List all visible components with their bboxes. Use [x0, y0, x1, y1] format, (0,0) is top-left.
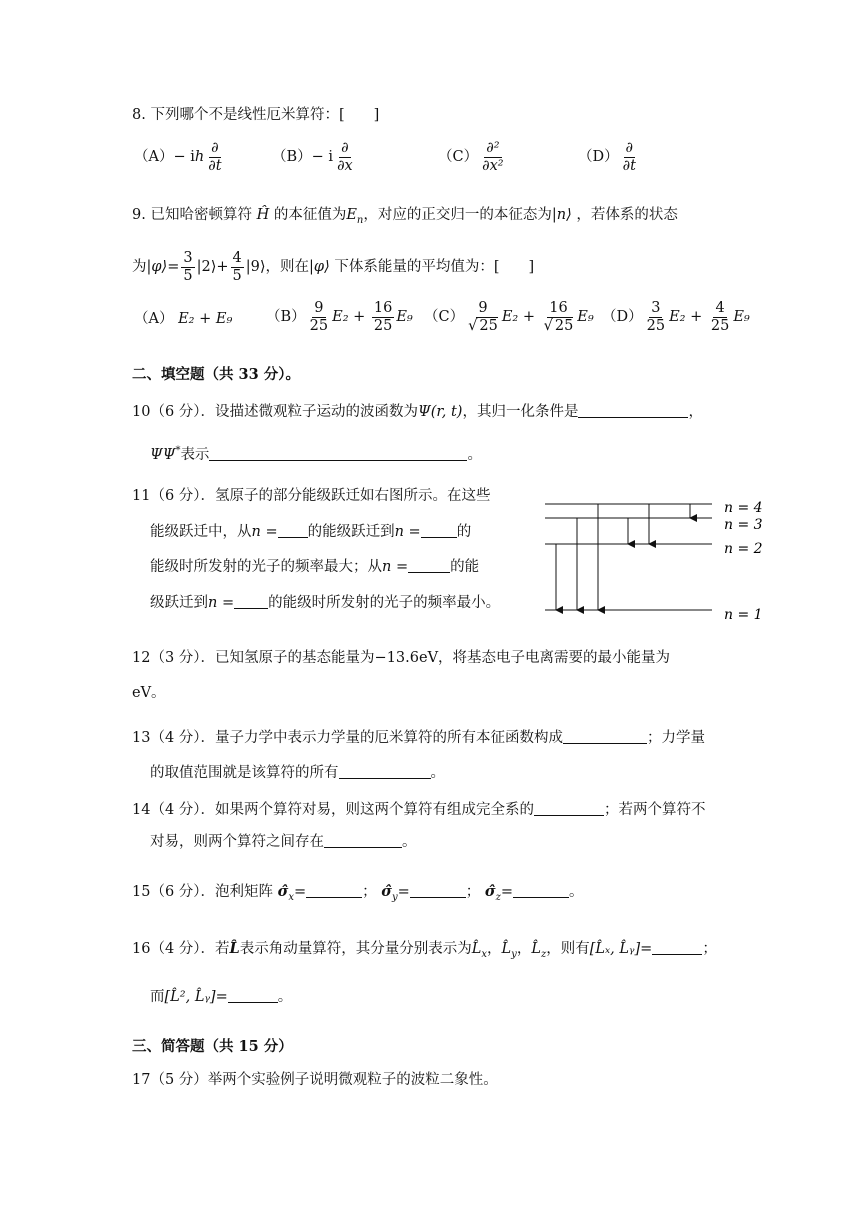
ket-2: |2⟩+ [196, 259, 229, 276]
text: ，则有 [546, 941, 590, 957]
e9: E₉ [577, 309, 594, 326]
comma: ， [487, 941, 502, 957]
answer-blank[interactable] [408, 558, 450, 573]
q11-line1: 11（6 分）．氢原子的部分能级跃迁如右图所示。在这些 [132, 488, 491, 504]
separator: ； [702, 941, 717, 957]
q11-line3 [150, 558, 479, 575]
n-eq: n = [394, 524, 421, 540]
numerator: 4 [232, 250, 242, 266]
text: 15（6 分）．泡利矩阵 [132, 884, 274, 900]
text: 对易，则两个算符之间存在 [150, 834, 324, 850]
fraction [231, 250, 244, 284]
option-label: （B） [266, 309, 306, 326]
q9-option-d [602, 300, 750, 334]
text: 的本征值为 [273, 207, 347, 223]
q12-line2: eV。 [132, 685, 166, 701]
equals: = [294, 884, 307, 900]
q16-line2 [150, 988, 292, 1005]
fraction [542, 300, 576, 334]
text: 。 [467, 447, 482, 463]
section-3-heading: 三、简答题（共 15 分） [132, 1038, 293, 1055]
e2: E₂ [332, 309, 349, 326]
plus: + [353, 309, 366, 326]
equals: = [640, 941, 653, 957]
text: 14（4 分）．如果两个算符对易，则这两个算符有组成完全系的 [132, 802, 535, 818]
ket-9: |9⟩ [245, 259, 266, 276]
q15-line [132, 883, 584, 903]
answer-blank[interactable] [534, 801, 604, 816]
numerator: ∂² [486, 140, 500, 156]
denominator: 25 [646, 317, 666, 334]
numerator: ∂ [211, 140, 219, 156]
answer-blank[interactable] [306, 883, 362, 898]
q12-line1 [132, 651, 670, 666]
subscript: y [511, 949, 517, 960]
q16-line1 [132, 940, 717, 960]
separator: ； [465, 884, 481, 900]
fraction [372, 300, 394, 334]
denominator: 5 [183, 267, 193, 284]
q9-option-b [266, 300, 413, 334]
text: 的取值范围就是该算符的所有 [150, 765, 339, 781]
text: 10（6 分）．设描述微观粒子运动的波函数为 [132, 404, 419, 420]
text: 的 [456, 524, 472, 540]
fraction [335, 140, 355, 174]
text: ，对应的正交归一的本征态为 [363, 207, 552, 223]
text: 级跃迁到 [150, 595, 208, 611]
q10-line1 [132, 403, 703, 420]
angular-momentum-symbol: L̂ [229, 940, 240, 957]
answer-blank[interactable] [578, 403, 688, 418]
commutator: [L̂ₓ, L̂ᵧ] [589, 941, 641, 957]
q8-option-c [438, 140, 508, 174]
e2: E₂ [501, 309, 519, 326]
answer-blank[interactable] [563, 729, 647, 744]
e9: E₉ [733, 309, 750, 326]
denominator: ∂t [208, 157, 222, 174]
numerator: 4 [715, 300, 725, 316]
level-label: n = 2 [724, 541, 763, 557]
separator: ； [362, 884, 377, 900]
option-label: （C） [424, 309, 465, 326]
numerator: ∂ [625, 140, 634, 156]
lx-symbol: L̂ [471, 941, 482, 957]
fraction [308, 300, 330, 334]
option-label: （A） [134, 149, 174, 166]
subscript: x [288, 892, 294, 903]
denominator: √ 25 [468, 317, 498, 334]
n-eq: n = [251, 524, 278, 540]
option-label: （A） [134, 311, 174, 327]
denominator: 25 [373, 317, 393, 334]
q14-line2 [150, 833, 417, 850]
e9: E₉ [396, 309, 413, 326]
subscript: z [495, 892, 501, 903]
subscript: z [540, 949, 547, 960]
option-label: （B） [272, 149, 312, 166]
energy-symbol: E [346, 207, 357, 223]
fraction [621, 140, 638, 174]
numerator: 16 [549, 300, 568, 316]
ground-energy-value: −13.6eV [374, 650, 439, 666]
text: ，若体系的状态 [576, 207, 678, 223]
q8-stem: 8. 下列哪个不是线性厄米算符：[ ] [132, 107, 380, 123]
numerator: ∂ [341, 140, 349, 156]
fraction [709, 300, 731, 334]
fraction [206, 140, 223, 174]
sigma-symbol: σ̂ [381, 883, 392, 900]
numerator: 3 [183, 250, 193, 266]
denominator: 5 [232, 267, 242, 284]
text: 表示角动量算符，其分量分别表示为 [239, 941, 472, 957]
subscript: x [481, 949, 488, 960]
subscript: n [356, 215, 364, 226]
plus: + [522, 309, 535, 326]
equals: = [397, 884, 410, 900]
level-label: n = 1 [724, 607, 763, 623]
subscript: y [391, 892, 398, 903]
text: 13（4 分）．量子力学中表示力学量的厄米算符的所有本征函数构成 [132, 730, 564, 746]
text: 的能 [450, 559, 480, 575]
answer-blank[interactable] [278, 523, 308, 538]
text: 。 [277, 989, 293, 1005]
equals: = [500, 884, 514, 900]
comma: ， [516, 941, 532, 957]
fraction [480, 140, 506, 174]
text: 而 [150, 989, 165, 1005]
text: ；力学量 [647, 730, 706, 746]
wavefunction: Ψ(r, t) [418, 404, 463, 420]
q17-line: 17（5 分）举两个实验例子说明微观粒子的波粒二象性。 [132, 1072, 498, 1088]
text: 。 [569, 884, 584, 900]
q13-line1 [132, 729, 705, 746]
ket: |n⟩ [551, 207, 572, 223]
q9-line1 [132, 208, 678, 226]
text: 表示 [180, 447, 210, 463]
ket-phi: |φ⟩= [146, 259, 180, 276]
n-eq: n = [382, 559, 409, 575]
q8-option-b [272, 140, 357, 174]
q8-option-a [134, 140, 226, 174]
q9-option-a [134, 312, 232, 327]
fraction [466, 300, 500, 334]
psi-psi: ΨΨ [150, 447, 176, 463]
fraction [645, 300, 667, 334]
text: 能级时所发射的光子的频率最大；从 [150, 559, 382, 575]
sigma-symbol: σ̂ [277, 883, 289, 900]
text: 为 [132, 259, 147, 276]
n-eq: n = [208, 595, 235, 611]
option-label: （D） [578, 149, 619, 166]
denominator: √ 25 [543, 317, 574, 334]
answer-blank[interactable] [421, 523, 457, 538]
lz-symbol: L̂ [531, 941, 541, 957]
text: 的能级跃迁到 [307, 524, 395, 540]
text: 16（4 分）．若 [132, 941, 230, 957]
section-2-heading: 二、填空题（共 33 分）。 [132, 366, 301, 383]
hamiltonian-symbol: Ĥ [256, 207, 270, 223]
answer-blank[interactable] [513, 883, 569, 898]
text: ， [688, 404, 703, 420]
answer-blank[interactable] [410, 883, 466, 898]
h-symbol: h [194, 149, 205, 166]
answer-blank[interactable] [209, 446, 467, 461]
e2: E₂ [669, 309, 686, 326]
equals: = [215, 989, 228, 1005]
energy-level-diagram [540, 495, 780, 630]
numerator: 16 [373, 300, 393, 316]
superscript: * [175, 445, 181, 456]
numerator: 9 [478, 300, 488, 316]
q11-line2 [150, 523, 471, 540]
q13-line2 [150, 764, 445, 781]
text: 9. 已知哈密顿算符 [132, 207, 252, 223]
text: 下体系能量的平均值为：[ ] [334, 259, 535, 276]
level-label: n = 3 [724, 517, 763, 533]
q9-option-c [424, 300, 594, 334]
commutator: [L̂², L̂ᵧ] [164, 989, 216, 1005]
denominator: ∂x [337, 157, 353, 174]
text: 的能级时所发射的光子的频率最小。 [268, 595, 501, 611]
text: 12（3 分）．已知氢原子的基态能量为 [132, 650, 375, 666]
option-expression: E₂ + E₉ [178, 311, 233, 327]
q14-line1 [132, 801, 706, 818]
denominator: 25 [710, 317, 730, 334]
numerator: 9 [314, 300, 324, 316]
ket-phi: |φ⟩ [309, 259, 330, 276]
denominator: ∂t [622, 157, 636, 174]
option-label: （D） [602, 309, 643, 326]
minus-i: − i [173, 149, 195, 166]
minus-i: − i [311, 149, 334, 166]
text: ；若两个算符不 [604, 802, 706, 818]
radicand: 25 [479, 317, 498, 334]
denominator: 25 [309, 317, 329, 334]
denominator: ∂x² [482, 157, 504, 174]
text: 。 [430, 765, 445, 781]
q11-line4 [150, 594, 500, 611]
answer-blank[interactable] [324, 833, 402, 848]
text: 能级跃迁中，从 [150, 524, 252, 540]
text: ，则在 [265, 259, 310, 276]
sigma-symbol: σ̂ [484, 883, 496, 900]
answer-blank[interactable] [339, 764, 431, 779]
radicand: 25 [554, 317, 574, 334]
ly-symbol: L̂ [501, 941, 512, 957]
text: ，将基态电子电离需要的最小能量为 [438, 650, 671, 666]
answer-blank[interactable] [652, 940, 702, 955]
text: ，其归一化条件是 [462, 404, 579, 420]
answer-blank[interactable] [228, 988, 278, 1003]
numerator: 3 [651, 300, 661, 316]
q8-option-d [578, 140, 640, 174]
text: 。 [402, 834, 417, 850]
q10-line2 [150, 446, 482, 463]
plus: + [690, 309, 703, 326]
q9-line2 [132, 250, 534, 284]
answer-blank[interactable] [234, 594, 268, 609]
option-label: （C） [438, 149, 479, 166]
fraction [181, 250, 194, 284]
level-label: n = 4 [724, 500, 763, 516]
